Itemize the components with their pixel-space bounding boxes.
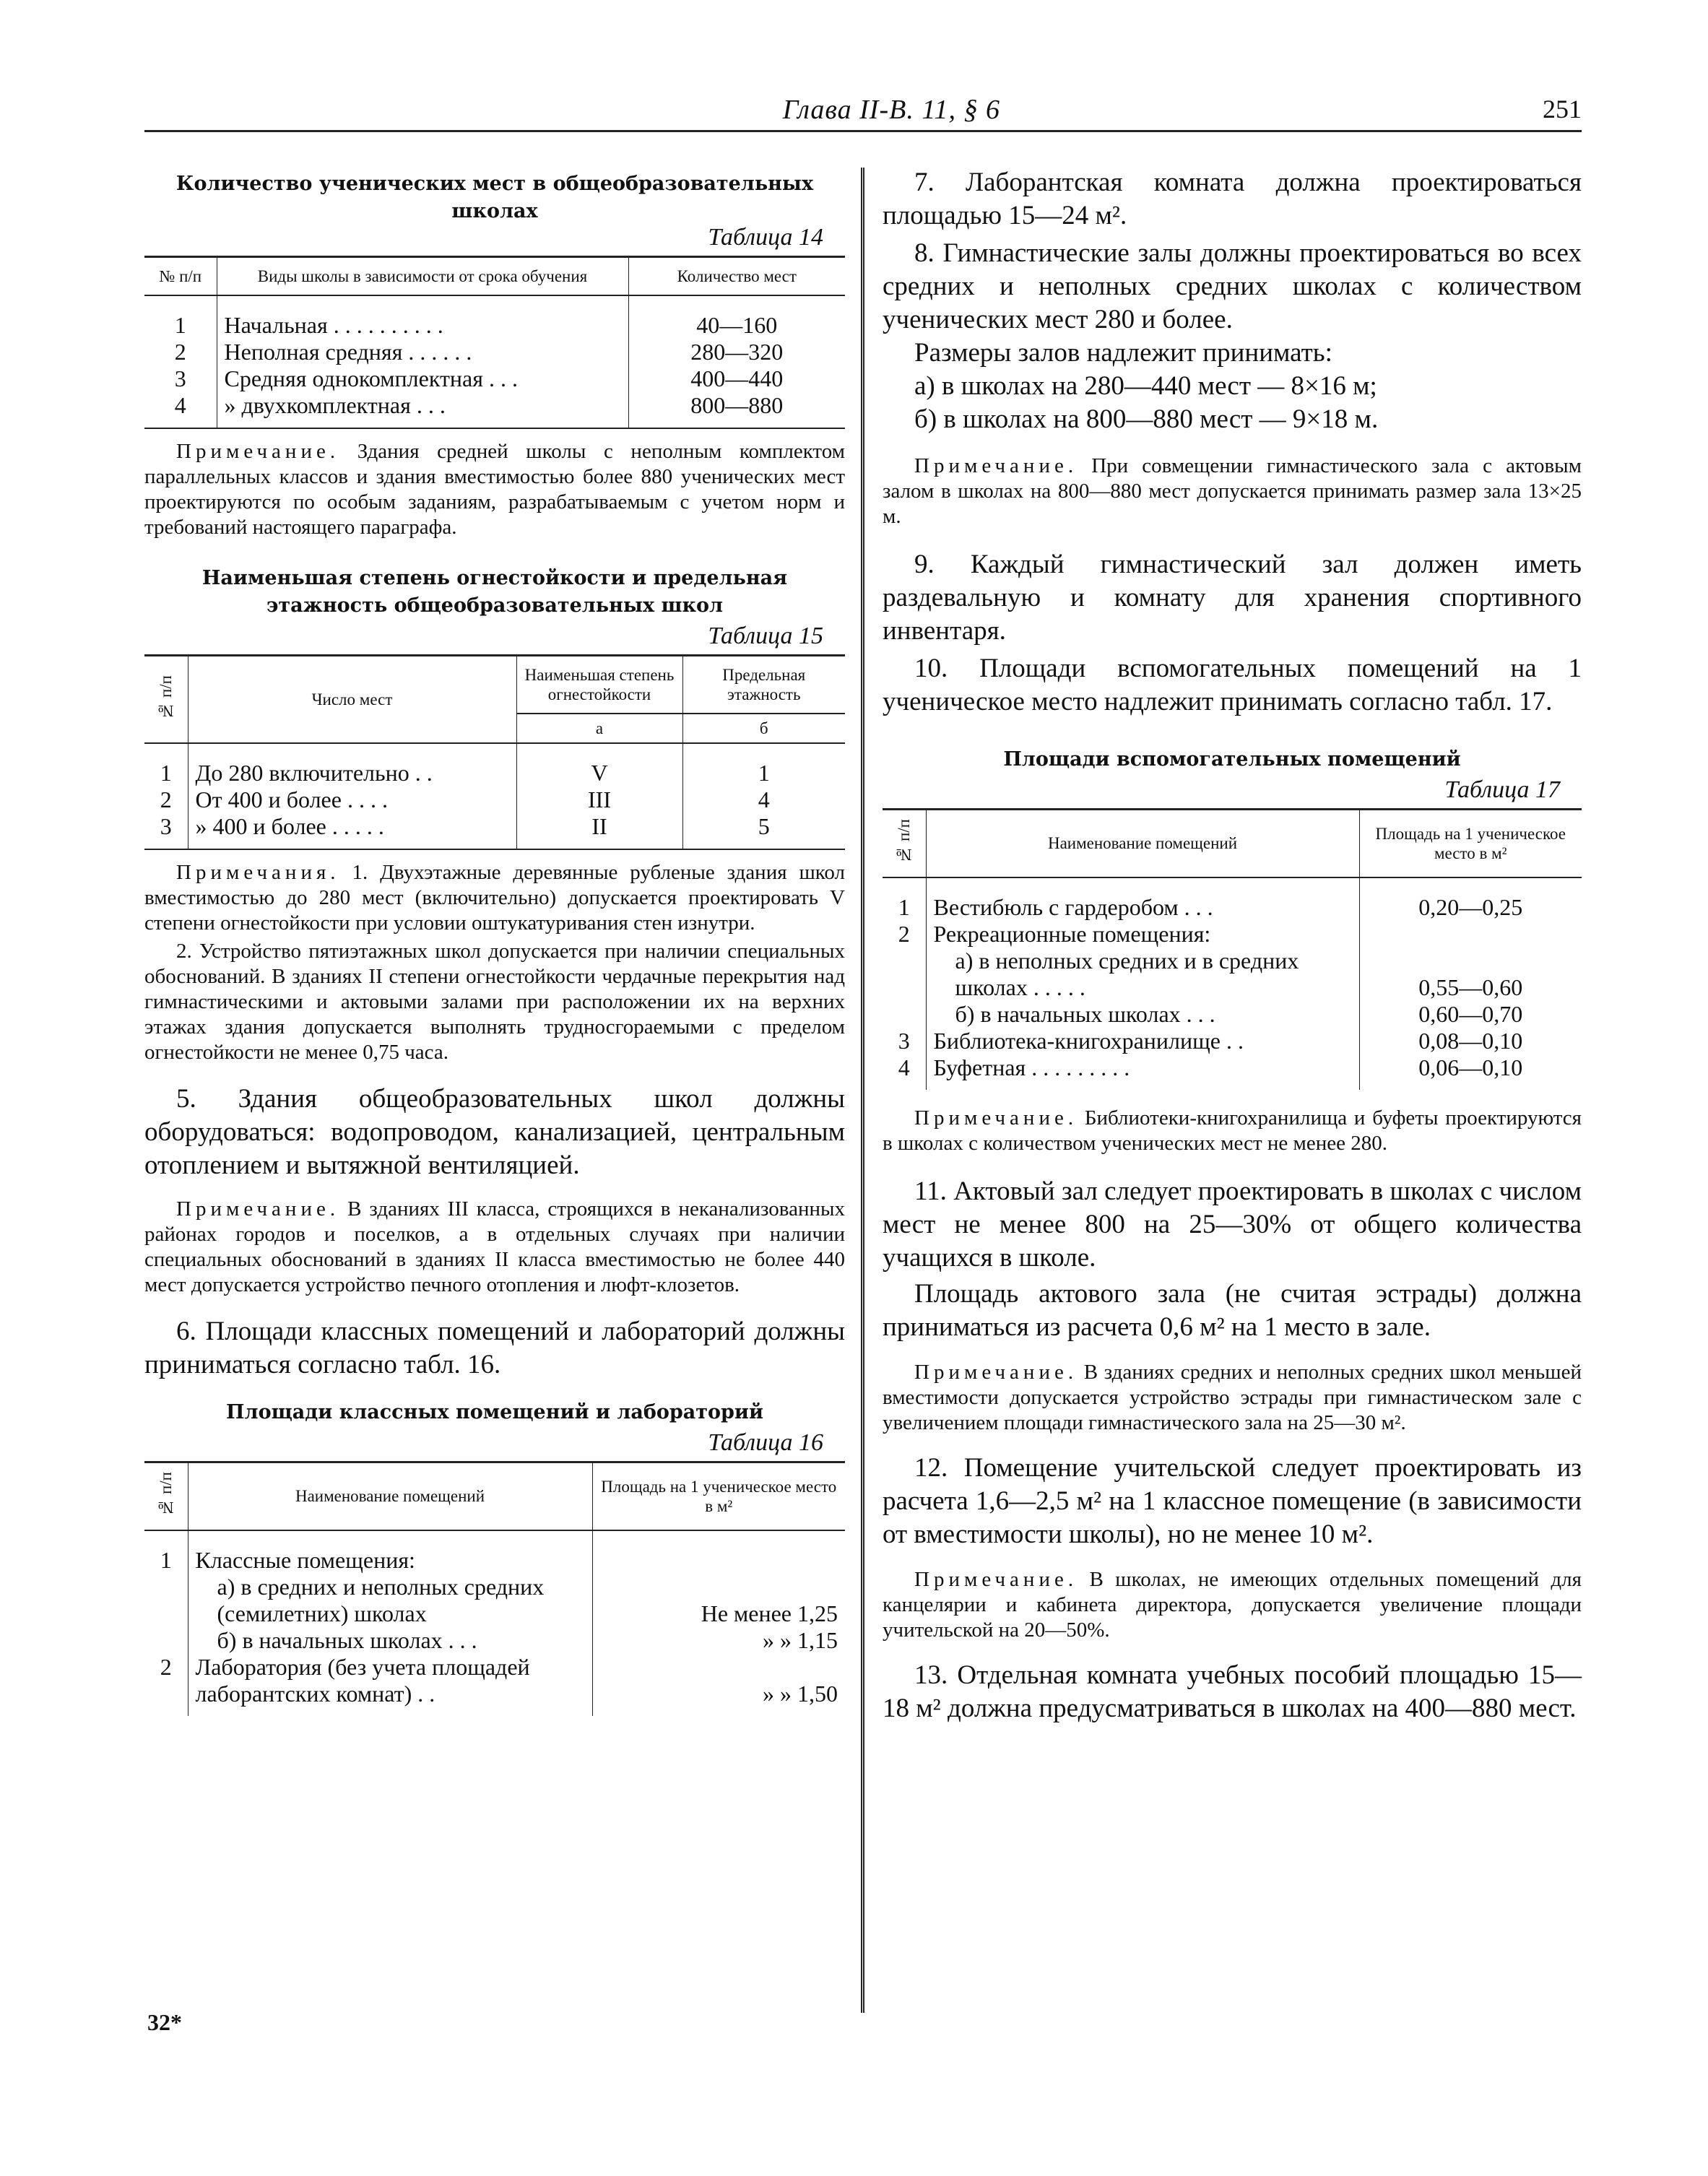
table-15-label: Таблица 15 [708,623,823,649]
table-row: 3 » 400 и более . . . . . II 5 [144,813,845,849]
paragraph-5: 5. Здания общеобразовательных школ должны оборудоваться: водопроводом, канализацией, центральным отоплением и вытяжной вентиляцией. [144,1084,845,1180]
table-17-note: Примечание. Библиотеки-книгохранилища и буфеты проектируются в школах с количеством ученических мест не менее 280. [883,1106,1582,1155]
table-header-row [883,810,1582,877]
col-header-school-type: Виды школы в зависимости от срока обучения [217,257,628,296]
table-row: 1 Классные помещения: [144,1530,845,1574]
paragraph-11-note: Примечание. В зданиях средних и неполных средних школ меньшей вместимости допускается устройство эстрады при гимнастическом зале с увеличением площади гимнастического зала на 25—30 м². [883,1360,1582,1434]
paragraph-7: 7. Лаборантская комната должна проектироваться площадью 15—24 м². [883,168,1582,230]
paragraph-5-note: Примечание. В зданиях III класса, строящихся в неканализованных районах городов и поселков, а в отдельных случаях при наличии специальных обоснований в зданиях II класса вместимостью не более 440 мест допускается устройство печного отопления и люфт-клозетов. [144,1197,845,1296]
table-row: 3 Библиотека-книгохранилище . . 0,08—0,10 [883,1028,1582,1054]
table-14 [144,256,845,429]
col-header-fire-resistance: Наименьшая степень огнестойкости [516,656,682,714]
table-row: 4 » двухкомплектная . . . 800—880 [144,392,845,428]
right-column [883,166,1582,1725]
printer-signature: 32* [147,2009,182,2035]
table-header-row [144,257,845,296]
table-17-label: Таблица 17 [1444,776,1560,803]
paragraph-8: 8. Гимнастические залы должны проектироваться во всех средних и неполных средних школах с количеством ученических мест 280 и более. [883,238,1582,334]
col-header-room-name: Наименование помещений [926,810,1359,877]
paragraph-8-item-a: а) в школах на 280—440 мест — 8×16 м; [914,371,1377,401]
table-row: 2 Неполная средняя . . . . . . 280—320 [144,339,845,365]
paragraph-10: 10. Площади вспомогательных помещений на 1 ученическое место надлежит принимать согласно табл. 17. [883,654,1582,716]
paragraph-8-note: Примечание. При совмещении гимнастического зала с актовым залом в школах на 800—880 мест допускается принимать размер зала 13×25 м. [883,454,1582,528]
paragraph-9: 9. Каждый гимнастический зал должен иметь раздевальную и комнату для хранения спортивного инвентаря. [883,550,1582,646]
table-row: 2 От 400 и более . . . . III 4 [144,786,845,813]
col-header-area: Площадь на 1 ученическое место в м² [1359,810,1582,877]
table-row: 1 Начальная . . . . . . . . . . 40—160 [144,295,845,339]
table-17 [883,808,1582,1090]
paragraph-11: 11. Актовый зал следует проектировать в школах с числом мест не менее 800 на 25—30% от общего количества учащихся в школе. [883,1176,1582,1273]
column-divider [861,168,864,2013]
table-16-label: Таблица 16 [708,1429,823,1456]
table-subheader-row: а б [144,714,845,743]
table-16 [144,1461,845,1716]
col-header-number: № п/п [144,656,188,744]
table-17-title: Площади вспомогательных помещений [1003,748,1461,771]
table-row: а) в неполных средних и в средних школах . . . . . 0,55—0,60 [883,948,1582,1001]
table-row: 4 Буфетная . . . . . . . . . 0,06—0,10 [883,1054,1582,1090]
paragraph-12-note: Примечание. В школах, не имеющих отдельных помещений для канцелярии и кабинета директора, допускается увеличение площади учительской на 20—50%. [883,1567,1582,1642]
chapter-reference: Глава II-В. 11, § 6 [782,95,1000,125]
paragraph-8-sizes: Размеры залов надлежит принимать: [914,338,1332,368]
col-header-max-floors: Предельная этажность [682,656,845,714]
col-header-area: Площадь на 1 ученическое место в м² [592,1462,845,1530]
table-row: б) в начальных школах . . . » » 1,15 [144,1627,845,1654]
paragraph-6: 6. Площади классных помещений и лабораторий должны приниматься согласно табл. 16. [144,1317,845,1379]
table-row: б) в начальных школах . . . 0,60—0,70 [883,1001,1582,1028]
paragraph-12: 12. Помещение учительской следует проектировать из расчета 1,6—2,5 м² на 1 классное помещение (в зависимости от вместимости школы), но не менее 10 м². [883,1452,1582,1549]
table-14-title: Количество ученических мест в общеобразовательных школах [175,173,814,222]
col-header-number: № п/п [883,810,926,877]
table-15 [144,654,845,850]
table-header-row [144,1462,845,1530]
col-header-number: № п/п [144,1462,188,1530]
running-header [144,88,1582,131]
table-14-note: Примечание. Здания средней школы с неполным комплектом параллельных классов и здания вместимостью более 880 ученических мест проектируются по особым заданиям, разрабатываемым с учетом норм и требований настоящего параграфа. [144,440,845,539]
table-row: 3 Средняя однокомплектная . . . 400—440 [144,365,845,392]
table-14-label: Таблица 14 [708,224,823,251]
left-column [144,166,845,1716]
table-header-row [144,656,845,714]
col-header-seat-count: Число мест [188,656,516,744]
col-header-room-name: Наименование помещений [188,1462,592,1530]
paragraph-13: 13. Отдельная комната учебных пособий площадью 15—18 м² должна предусматриваться в школах на 400—880 мест. [883,1660,1582,1723]
col-header-number: № п/п [144,257,217,296]
table-15-title: Наименьшая степень огнестойкости и предельная этажность общеобразовательных школ [201,567,788,617]
header-rule [144,130,1582,132]
table-row: 1 Вестибюль с гардеробом . . . 0,20—0,25 [883,877,1582,921]
table-row: 1 До 280 включительно . . V 1 [144,743,845,786]
table-15-note-1: Примечания. 1. Двухэтажные деревянные рубленые здания школ вместимостью до 280 мест (включительно) допускается проектировать V степени огнестойкости при условии оштукатуривания стен изнутри. [144,861,845,935]
table-16-title: Площади классных помещений и лабораторий [226,1401,763,1423]
col-header-seats: Количество мест [628,257,845,296]
table-15-note-2: 2. Устройство пятиэтажных школ допускается при наличии специальных обоснований. В зданиях II степени огнестойкости чердачные перекрытия над гимнастическими и актовыми залами при расположении их на верхних этажах здания допускается выполнять трудносгораемыми с пределом огнестойкости не менее 0,75 часа. [144,940,845,1064]
paragraph-11-area: Площадь актового зала (не считая эстрады) должна приниматься из расчета 0,6 м² на 1 место в зале. [883,1278,1582,1342]
table-row: а) в средних и неполных средних (семилетних) школах Не менее 1,25 [144,1574,845,1627]
table-row: 2 Лаборатория (без учета площадей лаборантских комнат) . . » » 1,50 [144,1654,845,1716]
page-number: 251 [1543,95,1582,123]
table-row: 2 Рекреационные помещения: [883,921,1582,948]
paragraph-8-item-b: б) в школах на 800—880 мест — 9×18 м. [914,404,1379,434]
